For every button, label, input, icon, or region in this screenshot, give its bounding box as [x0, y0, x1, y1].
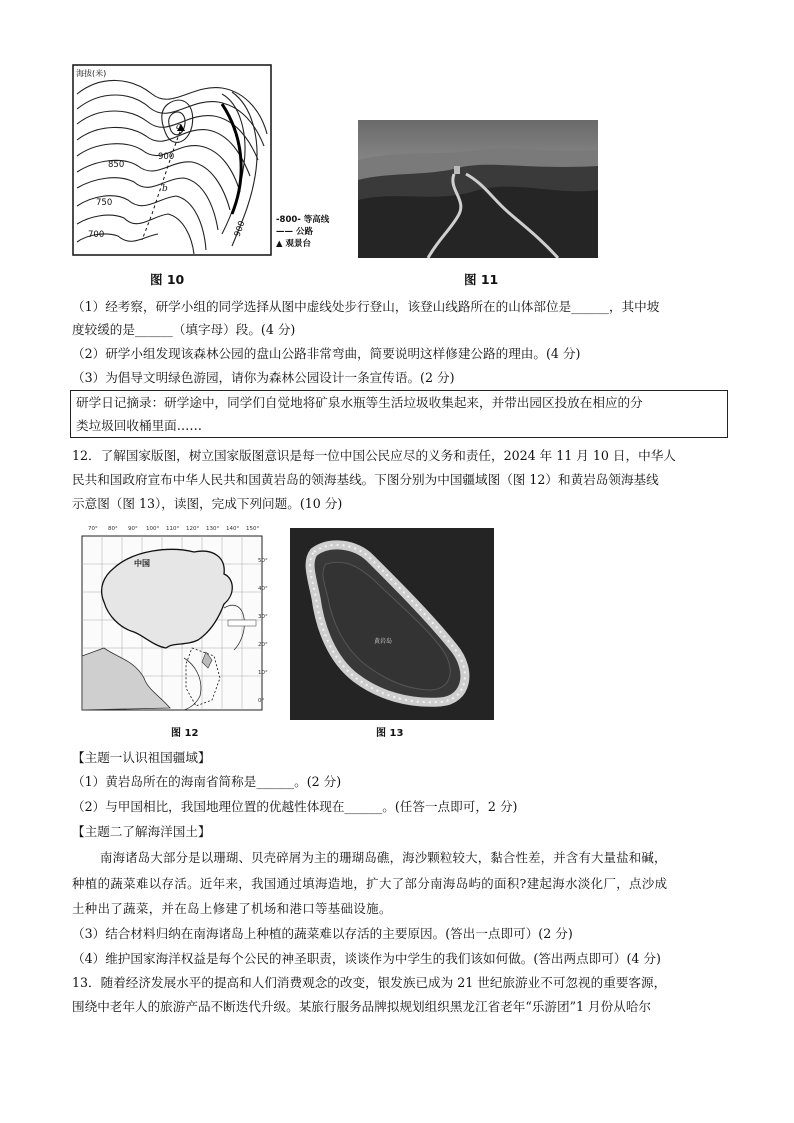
contour-label-750: 750 [96, 198, 113, 208]
legend-road: —— 公路 [276, 227, 313, 237]
huangyan-label: 黄岩岛 [374, 638, 393, 645]
elevation-corner-label: 海拔(米) [76, 69, 107, 78]
q11-part3: （3）为倡导文明绿色游园，请你为森林公园设计一条宣传语。(2 分) [72, 370, 455, 385]
q12-intro-line3: 示意图（图 13），读图，完成下列问题。(10 分) [72, 496, 343, 511]
figure-12-caption: 图 12 [171, 728, 199, 739]
q13-line1: 13．随着经济发展水平的提高和人们消费观念的改变，银发族已成为 21 世纪旅游业不可忽视的重要客源， [72, 975, 667, 990]
contour-label-900-right: 900 [232, 219, 248, 239]
theme1-q2: （2）与甲国相比，我国地理位置的优越性体现在______。(任答一点即可，2 分) [72, 799, 518, 814]
lon-tick: 150° [246, 526, 260, 532]
contour-label-900: 900 [158, 152, 175, 162]
q12-intro-line2: 民共和国政府宣布中华人民共和国黄岩岛的领海基线。下图分别为中国疆域图（图 12）和黄岩岛领海基线 [72, 472, 659, 487]
legend-contour: -800- 等高线 [276, 215, 330, 225]
lon-tick: 110° [166, 526, 180, 532]
theme1-heading: 【主题一认识祖国疆域】 [72, 750, 211, 765]
lat-tick: 30° [258, 614, 268, 620]
lon-tick: 120° [186, 526, 200, 532]
q11-part1-line1: （1）经考察，研学小组的同学选择从图中虚线处步行登山，该登山线路所在的山体部位是______，其中坡 [72, 299, 660, 314]
material-line3: 土种出了蔬菜，并在岛上修建了机场和港口等基础设施。 [72, 901, 392, 916]
legend-viewpoint: ▲ 观景台 [276, 239, 311, 249]
figure-12-china-map [74, 528, 270, 718]
q12-intro-line1: 12．了解国家版图，树立国家版图意识是每一位中国公民应尽的义务和责任，2024 年 11 月 10 日，中华人 [72, 448, 676, 463]
figure-13-caption: 图 13 [376, 728, 404, 739]
figure-10-legend [276, 214, 329, 250]
q11-part1-line2: 度较缓的是______（填字母）段。(4 分) [72, 322, 296, 337]
mountain-road-photo [358, 120, 598, 258]
longitude-ticks [80, 526, 270, 536]
contour-label-700: 700 [88, 230, 105, 240]
lon-tick: 90° [128, 526, 138, 532]
point-b-label: b [162, 184, 168, 194]
figure-11-caption: 图 11 [464, 272, 499, 287]
figure-13-huangyan-island [290, 528, 494, 720]
material-line2: 种植的蔬菜难以存活。近年来，我国通过填海造地，扩大了部分南海岛屿的面积?建起海水淡化厂，点沙成 [72, 876, 668, 891]
material-line1: 南海诸岛大部分是以珊瑚、贝壳碎屑为主的珊瑚岛礁，海沙颗粒较大，黏合性差，并含有大量盐和碱， [100, 850, 667, 865]
theme1-q1: （1）黄岩岛所在的海南省简称是______。(2 分) [72, 774, 342, 789]
map-label-china: 中国 [134, 559, 150, 568]
diary-line1: 研学日记摘录：研学途中，同学们自觉地将矿泉水瓶等生活垃圾收集起来，并带出园区投放在相应的分 [76, 395, 643, 410]
lon-tick: 80° [108, 526, 118, 532]
figure-10-contour-map [72, 64, 272, 256]
lat-tick: 10° [258, 670, 268, 676]
lon-tick: 140° [226, 526, 240, 532]
lat-tick: 20° [258, 642, 268, 648]
lat-tick: 40° [258, 586, 268, 592]
lat-tick: 50° [258, 558, 268, 564]
lon-tick: 70° [88, 526, 98, 532]
point-a-label: a [176, 122, 182, 132]
theme2-q4: （4）维护国家海洋权益是每个公民的神圣职责，谈谈作为中学生的我们该如何做。(答出两点即可）(4 分) [72, 951, 661, 966]
lon-tick: 130° [206, 526, 220, 532]
q13-line2: 围绕中老年人的旅游产品不断迭代升级。某旅行服务品牌拟规划组织黑龙江省老年“乐游团”1 月份从哈尔 [72, 999, 652, 1014]
q11-part2: （2）研学小组发现该森林公园的盘山公路非常弯曲，简要说明这样修建公路的理由。(4 分) [72, 346, 581, 361]
figure-11-photo [358, 120, 598, 258]
theme2-heading: 【主题二了解海洋国土】 [72, 824, 211, 839]
diary-line2: 类垃圾回收桶里面…… [76, 418, 202, 433]
china-territory-map-svg [74, 528, 270, 718]
theme2-q3: （3）结合材料归纳在南海诸岛上种植的蔬菜难以存活的主要原因。(答出一点即可）(2 分) [72, 926, 573, 941]
huangyan-baseline-svg [290, 528, 494, 720]
lon-tick: 100° [146, 526, 160, 532]
lat-tick: 0° [258, 698, 265, 704]
contour-label-850: 850 [108, 160, 125, 170]
figure-10-caption: 图 10 [150, 272, 185, 287]
